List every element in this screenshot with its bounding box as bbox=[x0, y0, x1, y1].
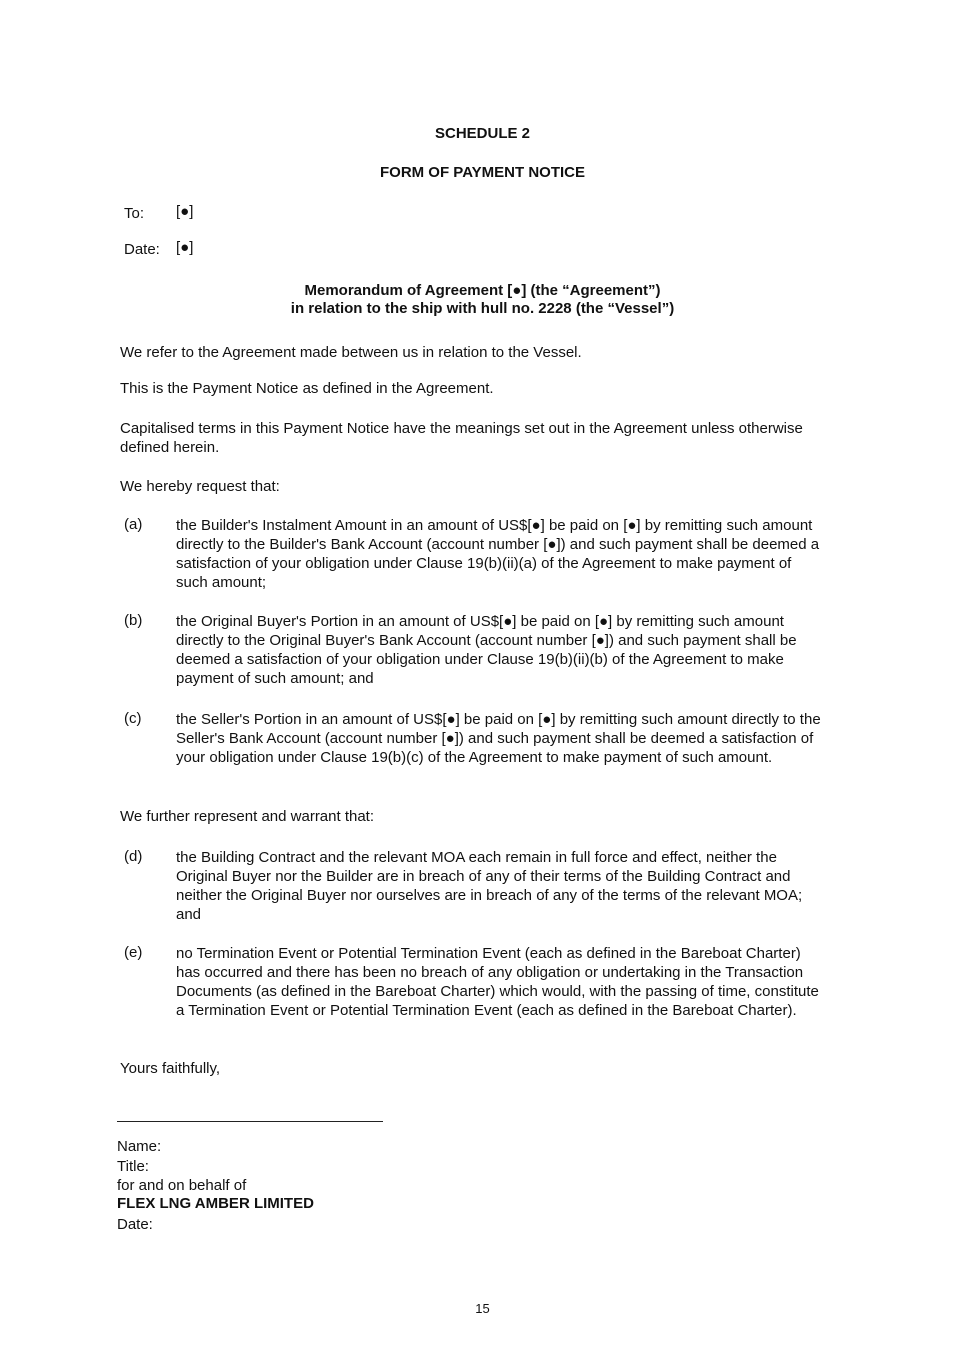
item-a-mark: (a) bbox=[124, 516, 143, 533]
closing-text: Yours faithfully, bbox=[120, 1060, 221, 1077]
item-c-mark: (c) bbox=[124, 710, 142, 727]
item-b-mark: (b) bbox=[124, 612, 143, 629]
date-value: [●] bbox=[176, 239, 194, 256]
heading-line-1: Memorandum of Agreement [●] (the “Agreement”) bbox=[304, 282, 661, 299]
form-title: FORM OF PAYMENT NOTICE bbox=[379, 164, 585, 181]
item-b-text: the Original Buyer's Portion in an amount of US$[●] be paid on [●] by remitting such amount directly to the Original Buyer's Bank Account (account number [●]) and such payment shall be deemed a satisfaction of your obligation under Clause 19(b)(ii)(b) of the Agreement to make payment of such amount; and bbox=[176, 613, 797, 687]
item-d-text: the Building Contract and the relevant MOA each remain in full force and effect, neither the Original Buyer nor the Builder are in breach of any of their terms of the Building Contract and neither the Original Buyer nor ourselves are in breach of any of the terms of the relevant MOA; and bbox=[176, 849, 803, 923]
page-number: 15 bbox=[475, 1301, 490, 1316]
payment-notice-paragraph: This is the Payment Notice as defined in the Agreement. bbox=[120, 380, 494, 397]
intro-paragraph: We refer to the Agreement made between us in relation to the Vessel. bbox=[120, 344, 582, 361]
to-label: To: bbox=[124, 205, 145, 222]
heading-line-2: in relation to the ship with hull no. 2228 (the “Vessel”) bbox=[290, 300, 675, 317]
sig-date-label: Date: bbox=[117, 1216, 153, 1233]
sig-name-label: Name: bbox=[117, 1138, 162, 1155]
sig-behalf-text: for and on behalf of bbox=[117, 1177, 247, 1194]
item-d-mark: (d) bbox=[124, 848, 143, 865]
request-paragraph: We hereby request that: bbox=[120, 478, 280, 495]
item-e-mark: (e) bbox=[124, 944, 143, 961]
represent-paragraph: We further represent and warrant that: bbox=[120, 808, 375, 825]
signature-line bbox=[117, 1121, 383, 1122]
definitions-paragraph: Capitalised terms in this Payment Notice have the meanings set out in the Agreement unless otherwise defined herein. bbox=[120, 420, 803, 456]
sig-title-label: Title: bbox=[117, 1158, 149, 1175]
schedule-title: SCHEDULE 2 bbox=[434, 125, 531, 142]
item-e-text: no Termination Event or Potential Termination Event (each as defined in the Bareboat Charter) has occurred and there has been no breach of any obligation or undertaking in the Transaction Documents (as defined in the Bareboat Charter) which would, with the passing of time, constitute a Termination Event or Potential Termination Event (each as defined in the Bareboat Charter). bbox=[176, 945, 819, 1019]
item-a-text: the Builder's Instalment Amount in an amount of US$[●] be paid on [●] by remitting such amount directly to the Builder's Bank Account (account number [●]) and such payment shall be deemed a satisfaction of your obligation under Clause 19(b)(ii)(a) of the Agreement to make payment of such amount; bbox=[176, 517, 820, 591]
item-c-text: the Seller's Portion in an amount of US$[●] be paid on [●] by remitting such amount directly to the Seller's Bank Account (account number [●]) and such payment shall be deemed a satisfaction of your obligation under Clause 19(b)(c) of the Agreement to make payment of such amount. bbox=[176, 711, 821, 766]
sig-company-name: FLEX LNG AMBER LIMITED bbox=[117, 1195, 314, 1212]
date-label: Date: bbox=[124, 241, 160, 258]
to-value: [●] bbox=[176, 203, 194, 220]
